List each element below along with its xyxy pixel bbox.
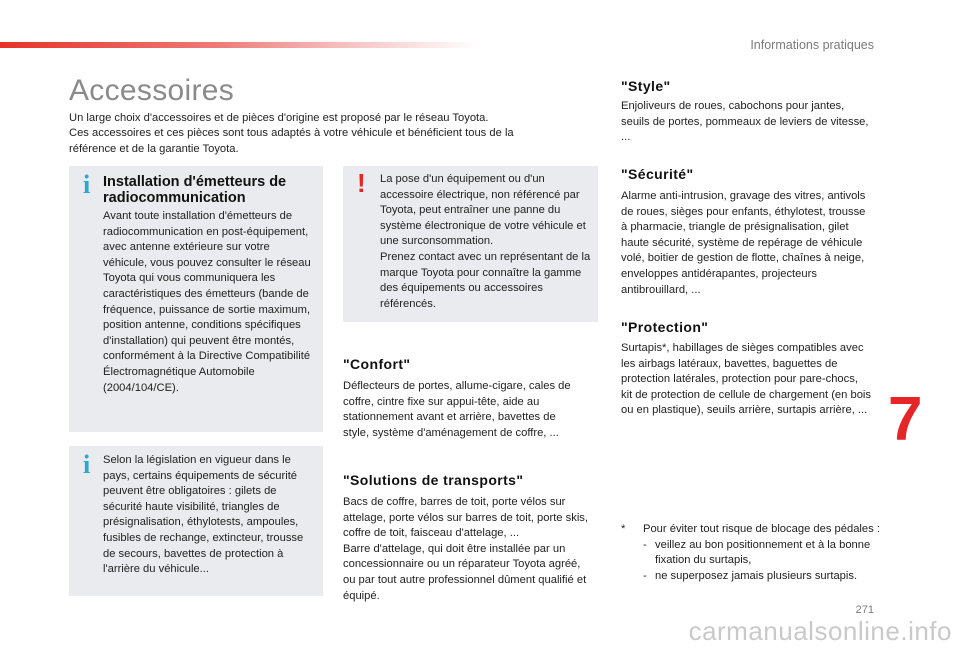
transport-text: Bacs de coffre, barres de toit, porte vélos sur attelage, porte vélos sur barres de toit, porte skis, coffre de toit, faisceau d'attelage, ... Barre d'attelage, qui doit être installée par un concessionnaire ou un réparateur Toyota agréé, ou par tout autre professionnel dûment qualifié et équipé. bbox=[343, 496, 589, 602]
info-box-text: Selon la législation en vigueur dans le pays, certains équipements de sécurité peuvent être obligatoires : gilets de sécurité haute visibilité, triangles de présignalisation, éthylotests, ampoules, fusibles de rechange, extincteur, trousse de secours, bavettes de protection à l'arrière du véhicule... bbox=[103, 454, 304, 576]
warning-icon: ! bbox=[357, 168, 366, 198]
footnote-intro: Pour éviter tout risque de blocage des pédales : bbox=[643, 523, 880, 535]
confort-text: Déflecteurs de portes, allume-cigare, cales de coffre, cintre fixe sur appui-tête, aide au stationnement avant et arrière, bavettes de style, système d'aménagement de coffre, ... bbox=[343, 380, 571, 439]
footnote-dash: - bbox=[643, 538, 647, 551]
watermark: carmanualsonline.info bbox=[688, 616, 952, 646]
intro-paragraph: Un large choix d'accessoires et de pièces d'origine est proposé par le réseau Toyota. Ces accessoires et ces pièces sont tous adaptés à votre véhicule et bénéficient tous de la référence et de la garantie Toyota. bbox=[69, 112, 514, 155]
footnote-item: ne superposez jamais plusieurs surtapis. bbox=[655, 569, 858, 582]
footnote bbox=[621, 522, 881, 584]
warning-box bbox=[343, 166, 598, 322]
info-icon: i bbox=[83, 450, 91, 479]
confort-heading: "Confort" bbox=[343, 356, 411, 372]
footnote-dash: - bbox=[643, 569, 647, 582]
footnote-mark: * bbox=[621, 523, 626, 535]
transport-heading: "Solutions de transports" bbox=[343, 472, 524, 488]
info-box-radio bbox=[69, 166, 323, 432]
info-box-legislation bbox=[69, 446, 323, 596]
protection-heading: "Protection" bbox=[621, 319, 709, 335]
info-box-text: Avant toute installation d'émetteurs de radiocommunication en post-équipement, avec antenne extérieure sur votre véhicule, vous pouvez consulter le réseau Toyota qui vous communiquera les caractéristiques des émetteurs (bande de fréquence, puissance de sortie maximum, position antenne, conditions spécifiques d'installation) qui peuvent être montés, conformément à la Directive Compatibilité Électromagnétique Automobile (2004/104/CE). bbox=[103, 210, 311, 394]
warning-box-text: La pose d'un équipement ou d'un accessoire électrique, non référencé par Toyota, peut entraîner une panne du système électronique de votre véhicule et une surconsommation. Prenez contact avec un représentant de la marque Toyota pour connaître la gamme des équipements ou accessoires référencés. bbox=[380, 173, 591, 310]
protection-text: Surtapis*, habillages de sièges compatibles avec les airbags latéraux, bavettes, baguettes de protection latérales, protection pour pare-chocs, kit de protection de cellule de chargement (en bois ou en plastique), seuils arrière, surtapis arrière, ... bbox=[621, 342, 872, 417]
securite-heading: "Sécurité" bbox=[621, 166, 694, 182]
style-heading: "Style" bbox=[621, 78, 671, 94]
section-name: Informations pratiques bbox=[750, 38, 874, 52]
footnote-item: veillez au bon positionnement et à la bonne fixation du surtapis, bbox=[655, 538, 871, 567]
info-icon: i bbox=[83, 170, 91, 199]
securite-text: Alarme anti-intrusion, gravage des vitres, antivols de roues, sièges pour enfants, éthylotest, trousse à pharmacie, triangle de présignalisation, gilet haute sécurité, système de repérage de véhicule volé, boitier de gestion de flotte, chaînes à neige, enveloppes antidérapantes, projecteurs antibrouillard, ... bbox=[621, 190, 866, 296]
style-text: Enjoliveurs de roues, cabochons pour jantes, seuils de portes, pommeaux de leviers de vitesse, ... bbox=[621, 100, 869, 144]
page-title: Accessoires bbox=[69, 74, 235, 107]
info-box-heading: Installation d'émetteurs de radiocommunication bbox=[103, 174, 287, 206]
header-accent-bar bbox=[0, 42, 480, 48]
chapter-number: 7 bbox=[888, 385, 923, 454]
page-number: 271 bbox=[855, 604, 874, 616]
